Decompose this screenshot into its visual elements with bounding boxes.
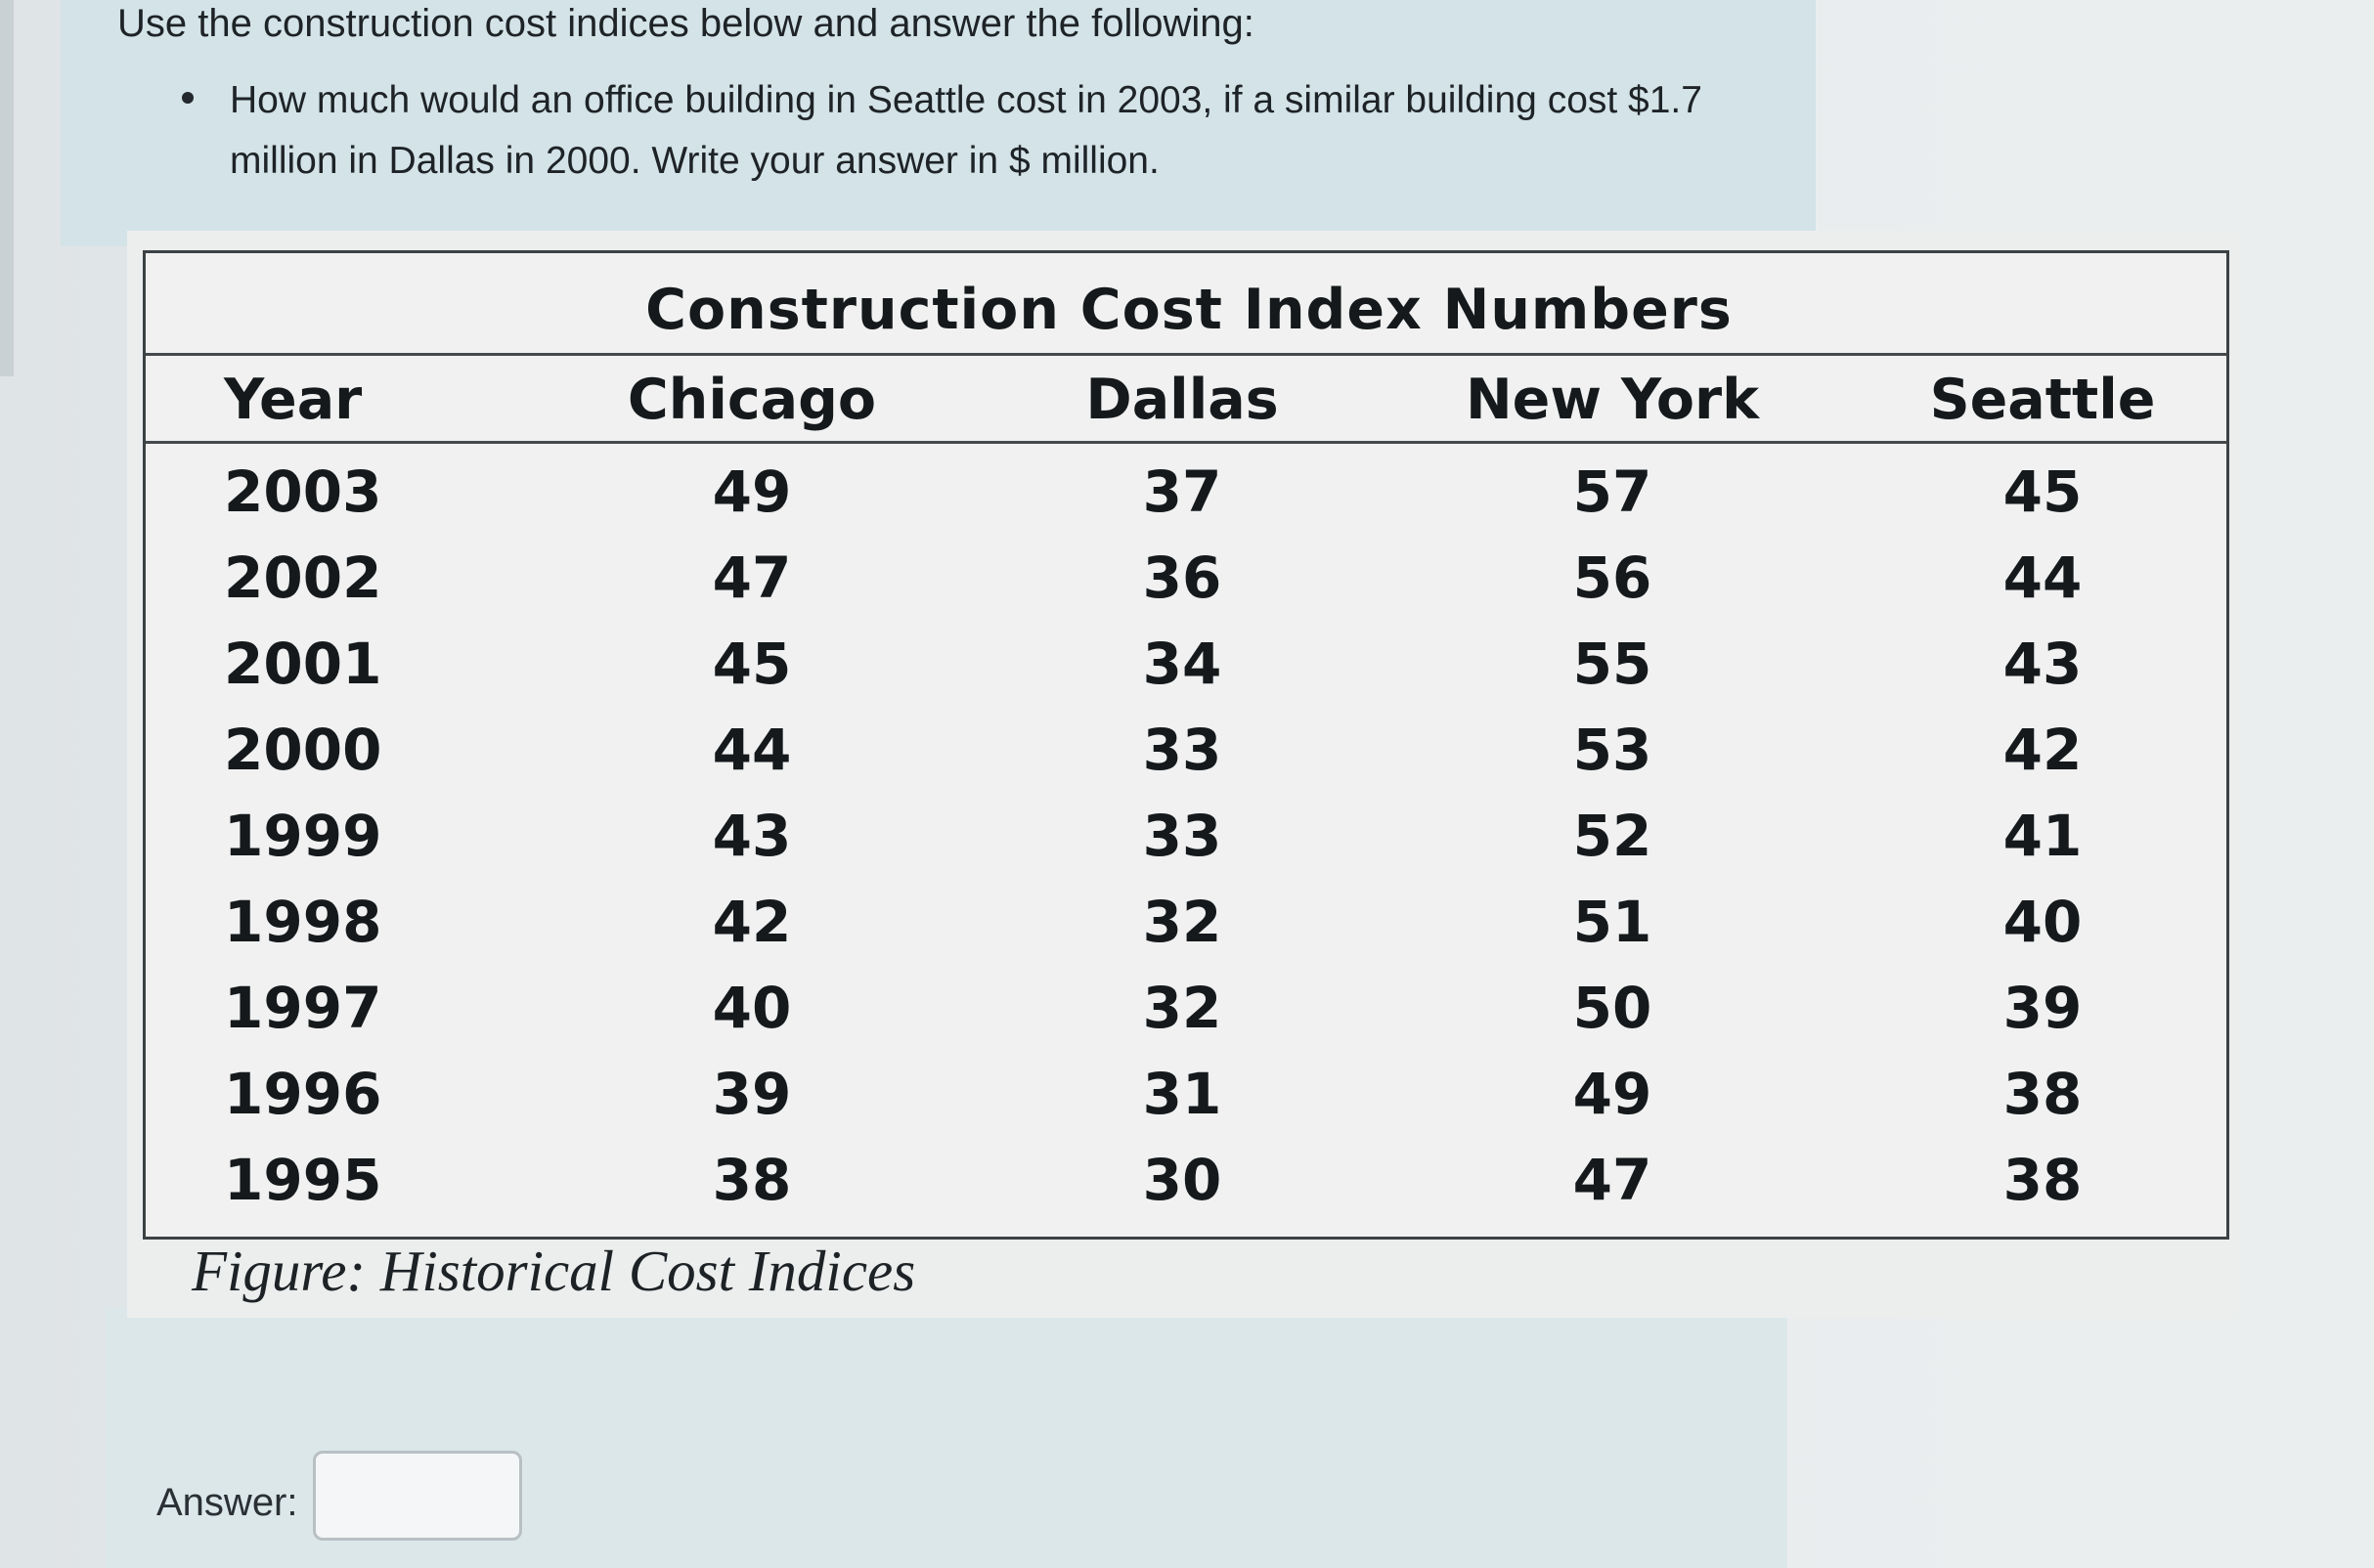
chicago-cell: 40 [712,975,792,1041]
chicago-cell: 39 [712,1061,792,1127]
dallas-cell: 32 [1142,975,1222,1041]
header-divider [146,441,2226,444]
dallas-cell: 37 [1142,458,1222,525]
header-chicago: Chicago [627,368,877,432]
year-cell: 1999 [224,803,382,869]
title-divider [146,353,2226,356]
dallas-cell: 34 [1142,631,1222,697]
new-york-cell: 52 [1572,803,1652,869]
table-header-row [146,363,2226,437]
answer-input[interactable] [313,1451,522,1541]
header-seattle: Seattle [1929,368,2156,432]
chicago-cell: 42 [712,889,792,955]
chicago-cell: 45 [712,631,792,697]
new-york-cell: 51 [1572,889,1652,955]
chicago-cell: 47 [712,544,792,611]
year-cell: 2003 [224,458,382,525]
seattle-cell: 43 [2002,631,2083,697]
table-row [146,621,2226,707]
new-york-cell: 55 [1572,631,1652,697]
header-new-york: New York [1465,368,1760,432]
figure-caption: Figure: Historical Cost Indices [192,1239,916,1303]
table-row [146,1051,2226,1137]
dallas-cell: 33 [1142,803,1222,869]
new-york-cell: 53 [1572,717,1652,783]
year-cell: 1998 [224,889,382,955]
year-cell: 1997 [224,975,382,1041]
year-cell: 1996 [224,1061,382,1127]
answer-label: Answer: [156,1481,298,1524]
seattle-cell: 41 [2002,803,2083,869]
header-dallas: Dallas [1085,368,1279,432]
seattle-cell: 40 [2002,889,2083,955]
table-row [146,1137,2226,1223]
table-row [146,793,2226,879]
table-title: Construction Cost Index Numbers [645,278,1733,342]
question-text: How much would an office building in Seattle cost in 2003, if a similar building cost $1.7 million in Dallas in 2000. Write your answer in $ million. [230,79,1702,182]
chicago-cell: 49 [712,458,792,525]
chicago-cell: 43 [712,803,792,869]
seattle-cell: 45 [2002,458,2083,525]
table-row [146,965,2226,1051]
seattle-cell: 42 [2002,717,2083,783]
bullet-icon [182,92,194,104]
seattle-cell: 39 [2002,975,2083,1041]
seattle-cell: 38 [2002,1061,2083,1127]
year-cell: 2001 [224,631,382,697]
table-row [146,535,2226,621]
dallas-cell: 33 [1142,717,1222,783]
new-york-cell: 50 [1572,975,1652,1041]
seattle-cell: 38 [2002,1147,2083,1213]
cost-index-table [143,250,2229,1240]
dallas-cell: 30 [1142,1147,1222,1213]
dallas-cell: 36 [1142,544,1222,611]
dallas-cell: 31 [1142,1061,1222,1127]
year-cell: 2000 [224,717,382,783]
header-year: Year [224,368,363,432]
dallas-cell: 32 [1142,889,1222,955]
year-cell: 2002 [224,544,382,611]
seattle-cell: 44 [2002,544,2083,611]
chicago-cell: 44 [712,717,792,783]
question-intro: Use the construction cost indices below and answer the following: [117,2,1254,45]
new-york-cell: 57 [1572,458,1652,525]
new-york-cell: 56 [1572,544,1652,611]
table-row [146,879,2226,965]
year-cell: 1995 [224,1147,382,1213]
new-york-cell: 47 [1572,1147,1652,1213]
chicago-cell: 38 [712,1147,792,1213]
left-edge-strip [0,0,14,376]
new-york-cell: 49 [1572,1061,1652,1127]
table-row [146,449,2226,535]
table-row [146,707,2226,793]
